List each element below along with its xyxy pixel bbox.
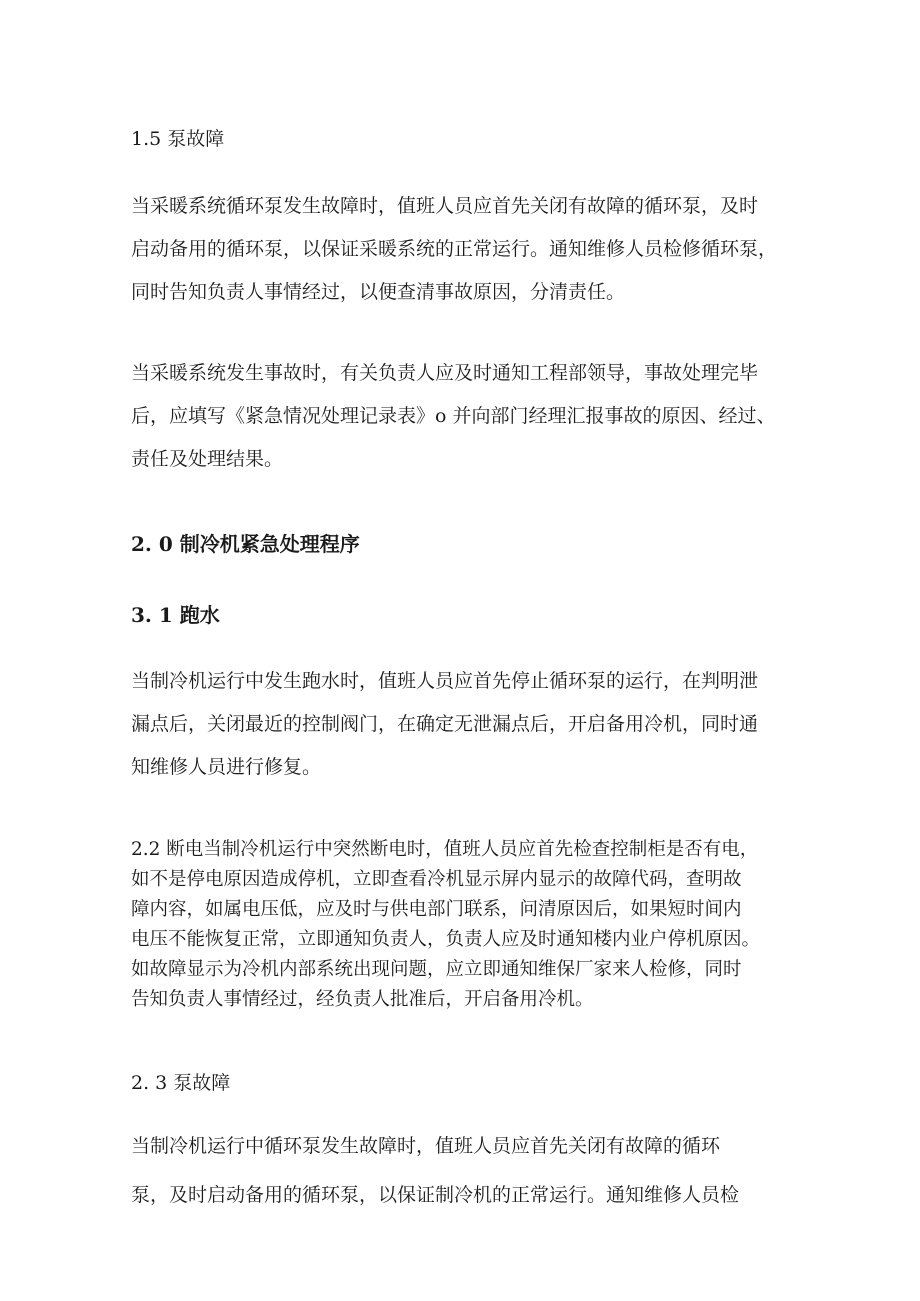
heading-3-1: 3. 1 跑水 <box>131 603 220 627</box>
paragraph-line: 同时告知负责人事情经过，以便查清事故原因，分清责任。 <box>131 281 626 303</box>
paragraph-pump-failure-chiller <box>131 1125 801 1217</box>
heading-2-3: 2. 3 泵故障 <box>131 1072 231 1094</box>
paragraph-line: 后，应填写《紧急情况处理记录表》o 并向部门经理汇报事故的原因、经过、 <box>131 405 776 427</box>
heading-2-0: 2. 0 制冷机紧急处理程序 <box>131 532 360 556</box>
paragraph-line: 当制冷机运行中发生跑水时，值班人员应首先停止循环泵的运行，在判明泄 <box>131 670 759 692</box>
paragraph-line: 障内容，如属电压低，应及时与供电部门联系，问清原因后，如果短时间内 <box>131 899 742 920</box>
paragraph-line: 泵，及时启动备用的循环泵，以保证制冷机的正常运行。通知维修人员检 <box>131 1184 740 1206</box>
paragraph-line: 当采暖系统循环泵发生故障时，值班人员应首先关闭有故障的循环泵，及时 <box>131 195 759 217</box>
paragraph-line: 告知负责人事情经过，经负责人批准后，开启备用冷机。 <box>131 989 594 1010</box>
heading-1-5: 1.5 泵故障 <box>131 128 225 150</box>
paragraph-line: 漏点后，关闭最近的控制阀门，在确定无泄漏点后，开启备用冷机，同时通 <box>131 713 759 735</box>
paragraph-line: 当制冷机运行中循环泵发生故障时，值班人员应首先关闭有故障的循环 <box>131 1135 721 1157</box>
paragraph-line: 如故障显示为冷机内部系统出现问题，应立即通知维保厂家来人检修，同时 <box>131 959 742 980</box>
paragraph-heating-accident <box>131 352 801 481</box>
paragraph-pump-failure-heating <box>131 185 801 314</box>
paragraph-water-leak <box>131 660 801 789</box>
paragraph-line: 2.2 断电当制冷机运行中突然断电时，值班人员应首先检查控制柜是否有电， <box>131 839 759 860</box>
paragraph-line: 电压不能恢复正常，立即通知负责人，负责人应及时通知楼内业户停机原因。 <box>131 929 761 950</box>
paragraph-power-outage <box>131 835 801 1015</box>
paragraph-line: 如不是停电原因造成停机，立即查看冷机显示屏内显示的故障代码，查明故 <box>131 869 742 890</box>
paragraph-line: 启动备用的循环泵，以保证采暖系统的正常运行。通知维修人员检修循环泵， <box>131 238 778 260</box>
paragraph-line: 当采暖系统发生事故时，有关负责人应及时通知工程部领导，事故处理完毕 <box>131 362 759 384</box>
paragraph-line: 知维修人员进行修复。 <box>131 756 322 778</box>
paragraph-line: 责任及处理结果。 <box>131 448 284 470</box>
